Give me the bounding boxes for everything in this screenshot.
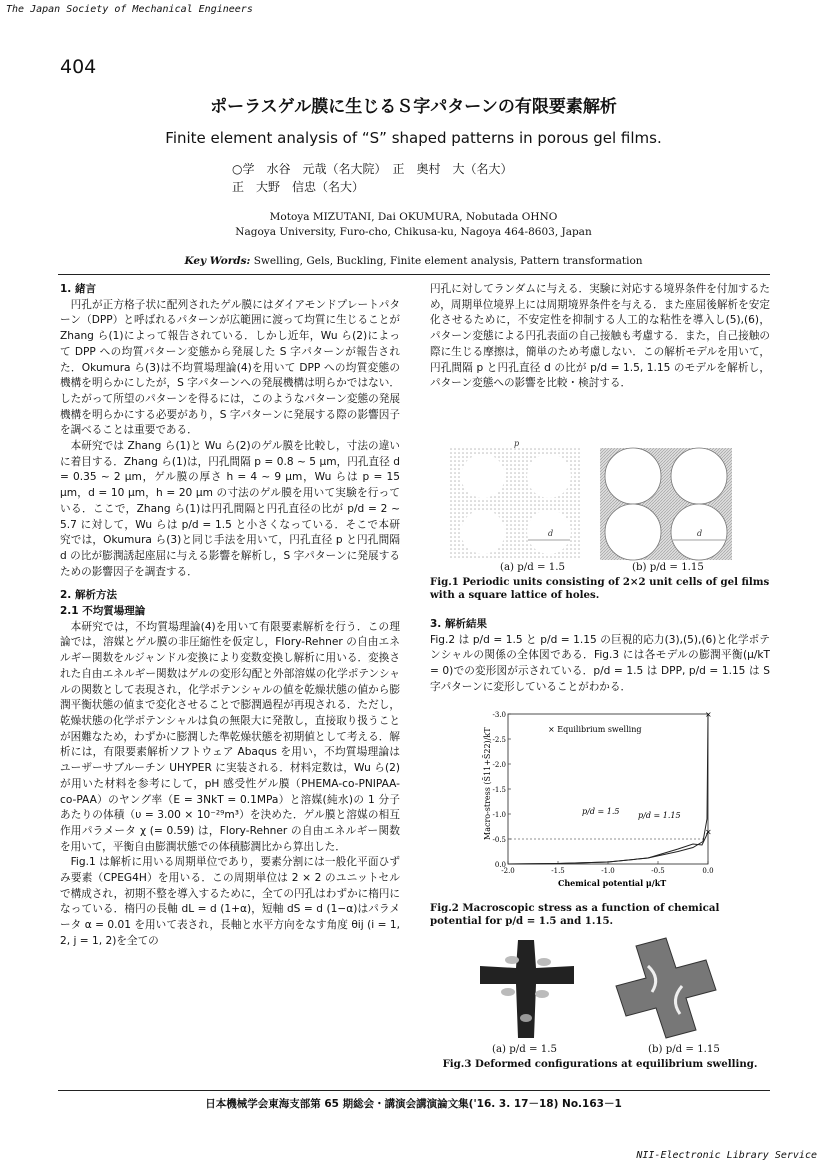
fig3b-s-pattern-shape: [616, 938, 716, 1038]
affiliation: Nagoya University, Furo-cho, Chikusa-ku, Nagoya 464-8603, Japan: [235, 226, 592, 238]
x-tick-label: 0.0: [702, 867, 714, 875]
fig2-caption: Fig.2 Macroscopic stress as a function of chemical potential for p/d = 1.5 and 1.15.: [430, 902, 720, 927]
y-tick-label: -1.5: [492, 786, 506, 794]
y-tick-label: 0.0: [494, 861, 506, 869]
title-jp: ポーラスゲル膜に生じるＳ字パターンの有限要素解析: [210, 97, 617, 117]
series-line-2: [508, 832, 708, 865]
sec1-paragraph-1: 円孔が正方格子状に配列されたゲル膜にはダイアモンドプレートパターン（DPP）と呼ばれるパターンが広範囲に渡って均質に生じることが Zhang ら(1)によって報告されている．しかし近年，Wu ら(2)によって DPP への均質パターン変態から発展した S 字パターンが報告された．Okumura ら(3)は不均質場理論(4)を用いて DPP への均質変態の機構を明らかにしたが，S 字パターンへの発展機構は明らかではない．したがって所望のパターンを得るには，このようなパターン変態の発展機構を明らかにする必要があり，S 字パターンに発展する際の影響因子を調べることは重要である．: [60, 298, 400, 437]
chart-xlabel: Chemical potential μ/kT: [558, 878, 667, 888]
fig2-chart: [478, 710, 728, 890]
footer-proceedings: 日本機械学会東海支部第 65 期総会・講演会講演論文集('16. 3. 17－18) No.163－1: [205, 1098, 622, 1110]
fig1-periodic-units: [450, 439, 740, 560]
fig1b-mesh: [600, 448, 732, 560]
footer-divider: [58, 1090, 770, 1091]
fig1b-label-d: d: [697, 529, 703, 538]
sec3-paragraph-1: Fig.2 は p/d = 1.5 と p/d = 1.15 の巨視的応力(3),(5),(6)と化学ポテンシャルの関係の全体図である．Fig.3 には各モデルの膨潤平衡(μ/kT = 0)での変形図が示されている．p/d = 1.5 は DPP, p/d = 1.15 は S 字パターンに変形していることがわかる．: [430, 633, 770, 693]
fig3-sub-b: (b) p/d = 1.15: [648, 1044, 720, 1055]
series-line-1: [508, 714, 708, 864]
authors-en: Motoya MIZUTANI, Dai OKUMURA, Nobutada OHNO: [269, 211, 558, 223]
fig3-sub-a: (a) p/d = 1.5: [492, 1044, 557, 1055]
keywords: [0, 255, 827, 267]
fig1-sub-a: (a) p/d = 1.5: [500, 562, 565, 573]
keywords-label: Key Words:: [184, 255, 251, 267]
right-column-sec3: [430, 617, 770, 696]
fig1a-label-d: d: [548, 529, 554, 538]
keywords-text: Swelling, Gels, Buckling, Finite element analysis, Pattern transformation: [253, 255, 643, 267]
authors-jp-line1: ○学 水谷 元哉（名大院） 正 奥村 大（名大）: [232, 162, 513, 176]
x-tick-label: -1.5: [551, 867, 565, 875]
y-tick-label: -2.5: [492, 736, 506, 744]
fig1a-label-p: p: [514, 439, 520, 448]
right-column-top: [430, 282, 770, 392]
sec3-heading: 3. 解析結果: [430, 618, 487, 630]
fig1a-mesh: [450, 448, 582, 560]
chart-ylabel: Macro-stress (S̄11+S̄22)/kT: [483, 727, 492, 840]
title-divider: [58, 274, 770, 275]
fig3-caption: Fig.3 Deformed configurations at equilibrium swelling.: [442, 1058, 758, 1070]
society-header: The Japan Society of Mechanical Engineers: [6, 4, 253, 15]
authors-jp-line2: 正 大野 信忠（名大）: [232, 180, 365, 194]
sec2-paragraph-1: 本研究では，不均質場理論(4)を用いて有限要素解析を行う．この理論では，溶媒とゲル膜の非圧縮性を仮定し，Flory-Rehner の自由エネルギー関数をルジャンドル変換により変数変換し解析に用いる．変換された自由エネルギー関数はゲルの変形勾配と外部溶媒の化学ポテンシャルの関数として表現され，化学ポテンシャルの値を乾燥状態の値から膨潤平衡状態の値まで変化させることで膨潤過程が再現される．ただし，乾燥状態の化学ポテンシャルは負の無限大に発散し，直接取り扱うことが困難なため，わずかに膨潤した準乾燥状態を初期値として考える．解析には，有限要素解析ソフトウェア Abaqus を用い，不均質場理論はユーザーサブルーチン UHYPER に実装される．材料定数は，Wu ら(2)が用いた材料を参考にして，pH 感受性ゲル膜（PHEMA-co-PNIPAA-co-PAA）のヤング率（E = 3NkT = 0.1MPa）と溶媒(純水)の 1 分子あたりの体積（υ = 3.00 × 10⁻²⁹m³）を決めた．ゲル膜と溶媒の相互作用パラメータ χ (= 0.59) は，Flory-Rehner の自由エネルギー関数を用いて，平衡自由膨潤状態での体積膨潤比から算出した．: [60, 620, 400, 853]
fig1-caption: Fig.1 Periodic units consisting of 2×2 unit cells of gel films with a square lattice of holes.: [430, 576, 770, 601]
annotation-pd115: p/d = 1.15: [638, 811, 681, 820]
sec1-heading: 1. 緒言: [60, 283, 96, 295]
fig3a-dpp-shape: [480, 940, 574, 1038]
fig1-sub-b: (b) p/d = 1.15: [632, 562, 704, 573]
sec2-paragraph-2: Fig.1 は解析に用いる周期単位であり，要素分割には一般化平面ひずみ要素（CPEG4H）を用いる．この周期単位は 2 × 2 のユニットセルで構成され，初期不整を導入するために，全ての円孔はわずかに楕円になっている．楕円の長軸 dL = d (1+α)，短軸 dS = d (1−α)はパラメータ α = 0.01 を用いて表され，長軸と水平方向をなす角度 θij (i = 1, 2, j = 1, 2)を全ての: [60, 856, 400, 947]
left-column: [60, 282, 400, 950]
y-tick-label: -1.0: [492, 811, 506, 819]
fig3-deformed-configurations: [476, 938, 746, 1042]
title-en: Finite element analysis of “S” shaped patterns in porous gel films.: [165, 129, 662, 147]
equilibrium-marker: ×: [705, 710, 712, 719]
y-tick-label: -0.5: [492, 836, 506, 844]
sec21-heading: 2.1 不均質場理論: [60, 605, 146, 618]
y-tick-label: -3.0: [492, 711, 506, 719]
legend-entry: × Equilibrium swelling: [548, 725, 642, 734]
x-tick-label: -2.0: [501, 867, 515, 875]
equilibrium-marker: ×: [705, 827, 712, 837]
footer-service: NII-Electronic Library Service: [636, 1150, 817, 1161]
annotation-pd15: p/d = 1.5: [582, 807, 620, 816]
right-paragraph-cont: 円孔に対してランダムに与える．実験に対応する境界条件を付加するため，周期単位境界上には周期境界条件を与える．また座屈後解析を安定化させるために，不安定性を抑制する人工的な粘性を導入し(5),(6)，パターン変態による円孔表面の自己接触も考慮する．また，自己接触の際に生じる摩擦は，簡単のため考慮しない．この解析モデルを用いて，円孔間隔 p と円孔直径 d の比が p/d = 1.5, 1.15 のモデルを解析し，パターン変態への影響を比較・検討する．: [430, 283, 770, 390]
page-number: 404: [60, 56, 97, 78]
sec1-paragraph-2: 本研究では Zhang ら(1)と Wu ら(2)のゲル膜を比較し，寸法の違いに着目する．Zhang ら(1)は，円孔間隔 p = 0.8 ~ 5 μm，円孔直径 d = 0.35 ~ 2 μm，ゲル膜の厚さ h = 4 ~ 9 μm，Wu らは p = 15 μm，d = 10 μm，h = 20 μm の寸法のゲル膜を用いて実験を行っている．ここで，Zhang ら(1)は円孔間隔と円孔直径の比が p/d = 2 ~ 5.7 に対して，Wu らは p/d = 1.5 と小さくなっている．そこで本研究では，Okumura ら(3)と同じ手法を用いて，円孔直径 p と円孔間隔 d の比が膨潤誘起座屈に与える影響を解析し，S 字パターンに発展するための影響因子を調査する．: [60, 440, 400, 578]
y-tick-label: -2.0: [492, 761, 506, 769]
chart-frame: [508, 714, 708, 864]
x-tick-label: -0.5: [651, 867, 665, 875]
x-tick-label: -1.0: [601, 867, 615, 875]
sec2-heading: 2. 解析方法: [60, 589, 117, 602]
